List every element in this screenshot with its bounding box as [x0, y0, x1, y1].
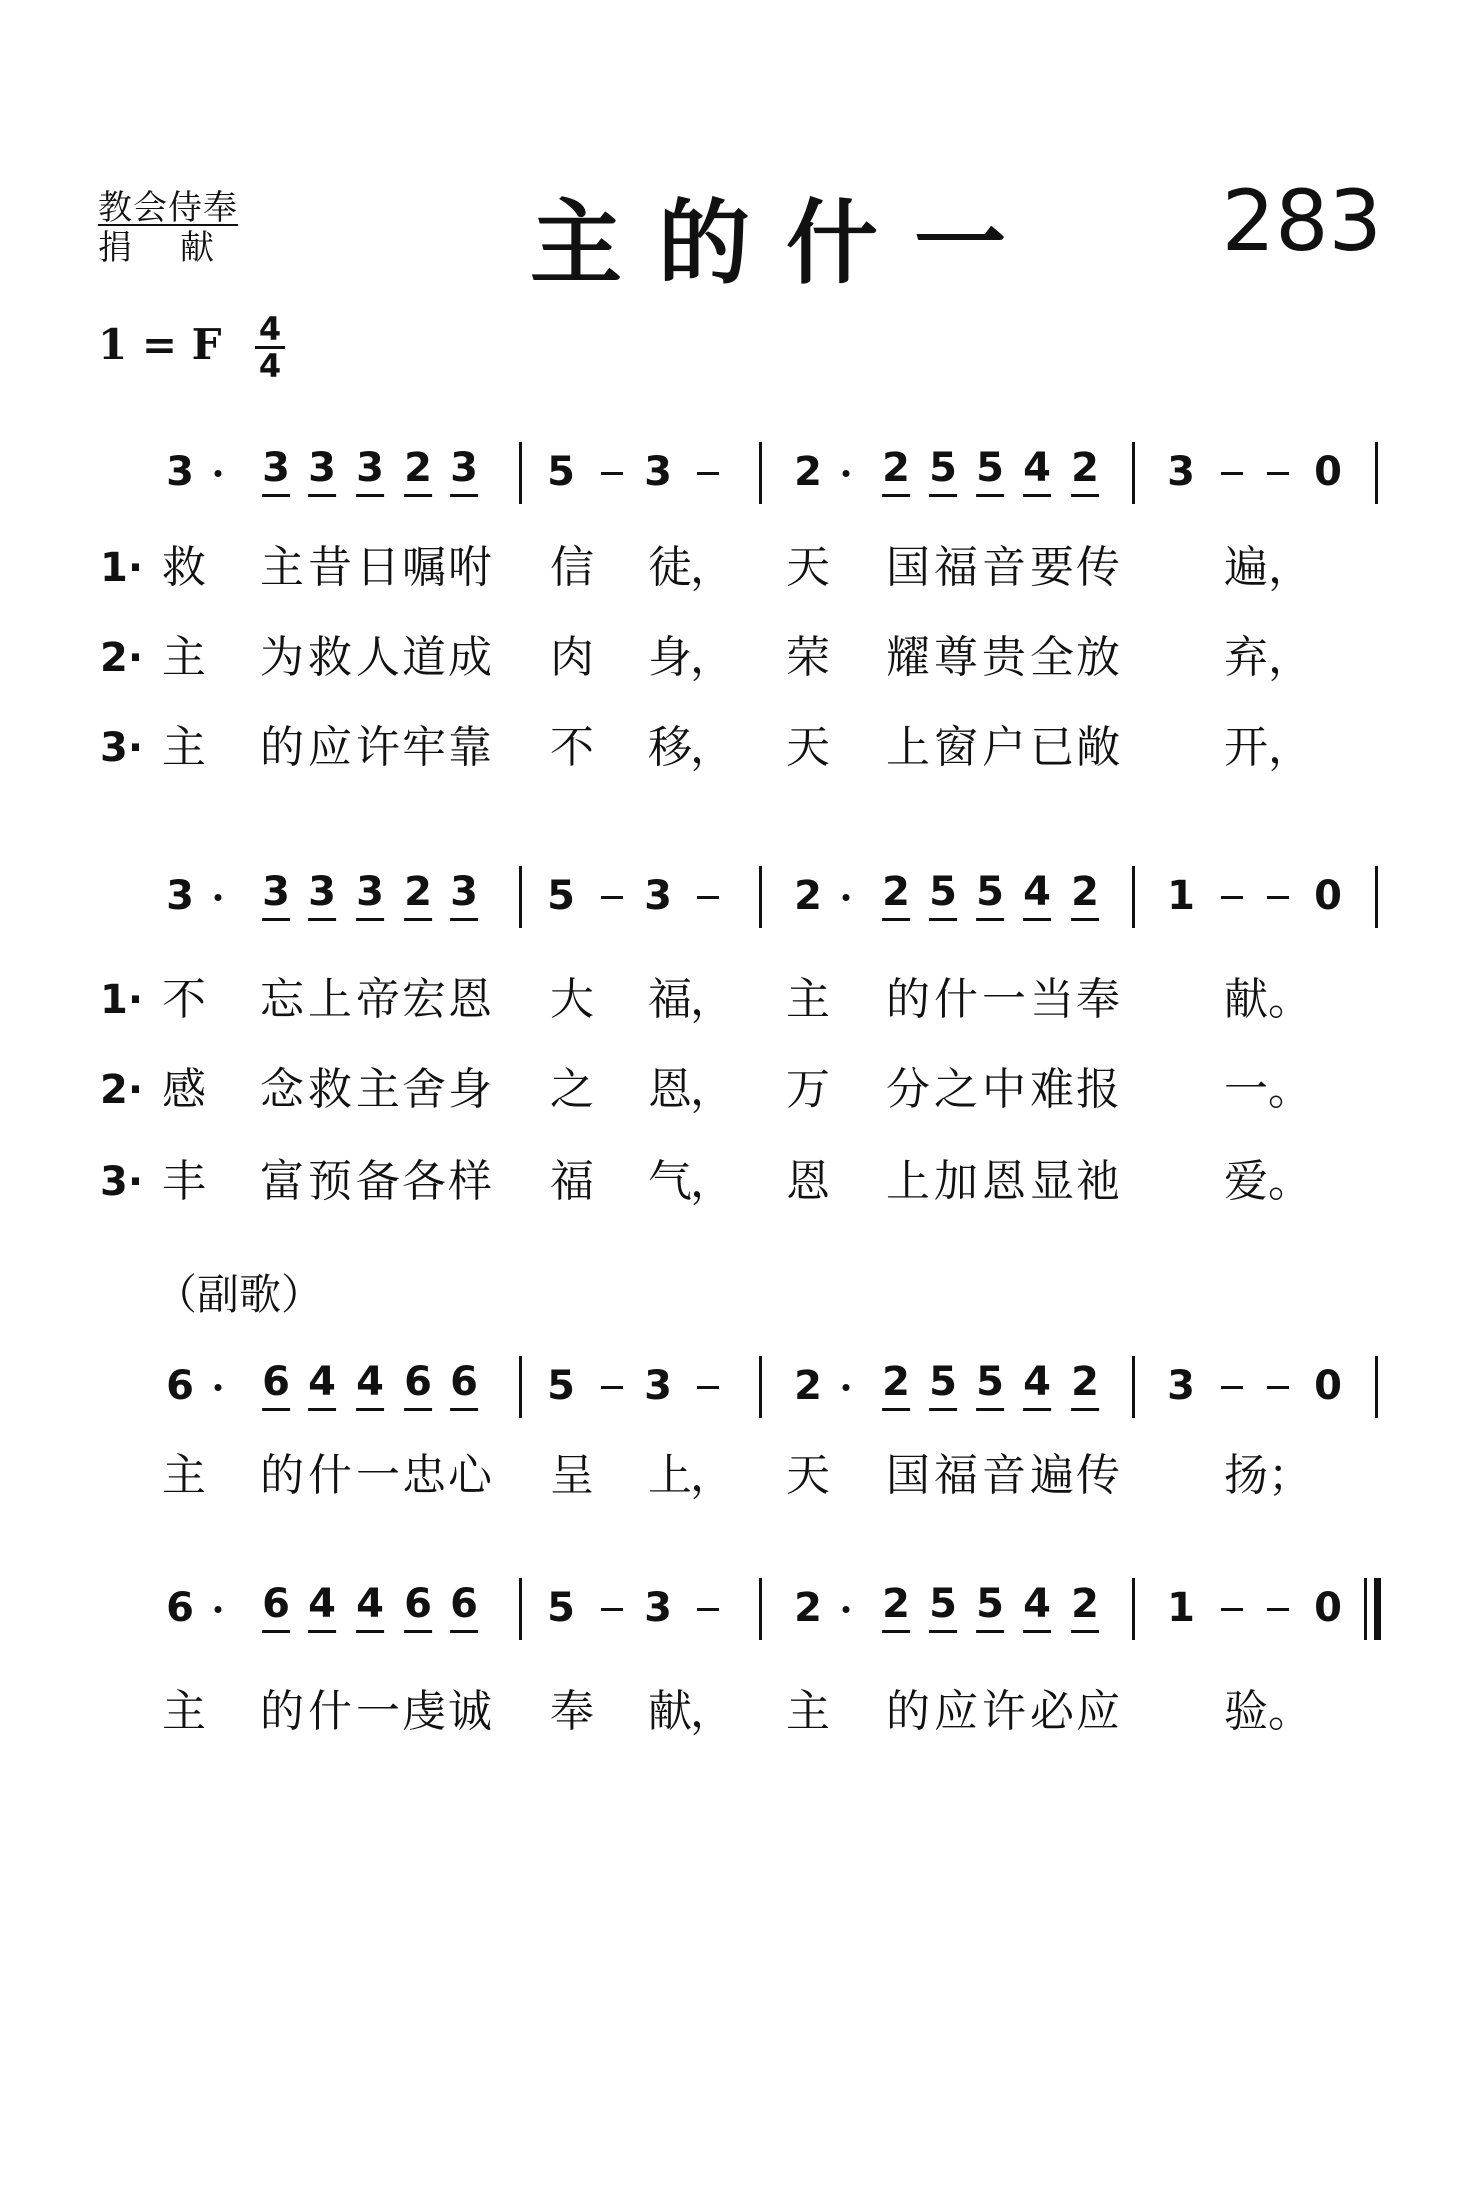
note: 3	[644, 1585, 672, 1631]
augmentation-dot	[215, 470, 222, 477]
lyric-char: 主	[260, 542, 304, 593]
lyric-char: 主	[162, 1450, 206, 1501]
note: 2	[882, 1578, 910, 1633]
key-signature: 1 = F	[98, 320, 222, 369]
note: 2	[882, 442, 910, 497]
lyric-char: 主	[162, 722, 206, 773]
lyric-char: 福	[550, 1156, 594, 1207]
note: 3	[644, 449, 672, 495]
lyric-char: 日	[356, 542, 400, 593]
lyric-char: 咐	[448, 542, 492, 593]
note: 4	[1023, 866, 1051, 921]
lyric-char: 验	[1224, 1686, 1268, 1737]
lyric-char: 天	[786, 1450, 830, 1501]
lyric-char: 主	[162, 1686, 206, 1737]
sustain-dash	[601, 1386, 623, 1389]
lyrics-line-1	[0, 538, 1476, 598]
sustain-dash	[1221, 1608, 1243, 1611]
lyric-char: ，	[690, 722, 734, 773]
barline	[1132, 1578, 1135, 1640]
note: 6	[450, 1356, 478, 1411]
note: 3	[308, 442, 336, 497]
lyrics-line-8	[0, 1682, 1476, 1742]
lyric-char: 天	[786, 542, 830, 593]
note: 5	[976, 1578, 1004, 1633]
lyric-char: 分	[886, 1064, 930, 1115]
lyric-char: 徒	[648, 542, 692, 593]
lyrics-line-3	[0, 718, 1476, 778]
lyric-char: 一	[356, 1686, 400, 1737]
lyric-char: ，	[690, 542, 734, 593]
note: 3	[450, 442, 478, 497]
lyric-char: 一	[356, 1450, 400, 1501]
lyric-char: 虔	[402, 1686, 446, 1737]
barline	[1132, 442, 1135, 504]
note: 2	[794, 873, 822, 919]
lyric-char: 传	[1076, 542, 1120, 593]
lyric-char: 上	[308, 974, 352, 1025]
note: 2	[1071, 442, 1099, 497]
lyric-char: 弃	[1224, 632, 1268, 683]
lyric-char: 贵	[982, 632, 1026, 683]
lyrics-line-7	[0, 1446, 1476, 1506]
note: 4	[356, 1578, 384, 1633]
lyric-char: 富	[260, 1156, 304, 1207]
lyrics-line-5	[0, 1060, 1476, 1120]
note: 3	[166, 873, 194, 919]
lyric-char: 福	[934, 1450, 978, 1501]
verse-number: 2·	[100, 1067, 144, 1113]
lyric-char: 献	[648, 1686, 692, 1737]
lyric-char: 道	[402, 632, 446, 683]
lyric-char: 之	[934, 1064, 978, 1115]
lyric-char: 放	[1076, 632, 1120, 683]
note: 3	[166, 449, 194, 495]
hymn-category	[98, 188, 262, 268]
barline	[519, 1578, 522, 1640]
note: 5	[929, 1578, 957, 1633]
lyric-char: 。	[1268, 974, 1312, 1025]
lyric-char: 救	[308, 632, 352, 683]
note: 1	[1167, 873, 1195, 919]
lyric-char: 要	[1030, 542, 1074, 593]
lyric-char: 传	[1076, 1450, 1120, 1501]
lyric-char: 爱	[1224, 1156, 1268, 1207]
sustain-dash	[1221, 896, 1243, 899]
lyric-char: 奉	[550, 1686, 594, 1737]
lyric-char: 什	[308, 1686, 352, 1737]
note: 6	[450, 1578, 478, 1633]
sustain-dash	[1267, 896, 1289, 899]
note: 5	[976, 866, 1004, 921]
lyric-char: 应	[308, 722, 352, 773]
sustain-dash	[697, 896, 719, 899]
note: 3	[644, 873, 672, 919]
lyric-char: 音	[982, 542, 1026, 593]
lyric-char: 扬	[1224, 1450, 1268, 1501]
verse-number: 2·	[100, 635, 144, 681]
staff-line-2	[0, 866, 1476, 936]
note: 5	[547, 449, 575, 495]
note: 2	[882, 1356, 910, 1411]
lyric-char: 遍	[1030, 1450, 1074, 1501]
lyric-char: 遍	[1224, 542, 1268, 593]
lyric-char: 诚	[448, 1686, 492, 1737]
lyric-char: 气	[648, 1156, 692, 1207]
note: 2	[794, 1363, 822, 1409]
final-barline	[1374, 1578, 1381, 1640]
lyric-char: ，	[690, 1450, 734, 1501]
lyric-char: 成	[448, 632, 492, 683]
lyric-char: 国	[886, 542, 930, 593]
note: 6	[262, 1356, 290, 1411]
note: 2	[1071, 1578, 1099, 1633]
lyric-char: 天	[786, 722, 830, 773]
lyric-char: 户	[982, 722, 1026, 773]
sustain-dash	[1267, 1386, 1289, 1389]
lyric-char: 心	[448, 1450, 492, 1501]
lyric-char: 当	[1030, 974, 1074, 1025]
time-signature-top: 4	[255, 312, 285, 349]
lyrics-line-2	[0, 628, 1476, 688]
augmentation-dot	[843, 1606, 850, 1613]
lyric-char: 什	[934, 974, 978, 1025]
time-signature	[255, 312, 285, 383]
lyric-char: 肉	[550, 632, 594, 683]
lyric-char: 牢	[402, 722, 446, 773]
note: 5	[929, 1356, 957, 1411]
lyric-char: 尊	[934, 632, 978, 683]
note: 5	[929, 442, 957, 497]
sustain-dash	[1221, 1386, 1243, 1389]
lyric-char: 上	[886, 1156, 930, 1207]
barline	[519, 1356, 522, 1418]
lyric-char: ，	[690, 1686, 734, 1737]
lyric-char: 一	[1224, 1064, 1268, 1115]
note: 2	[794, 449, 822, 495]
hymn-title: 主的什一	[530, 190, 1043, 297]
lyric-char: 移	[648, 722, 692, 773]
lyric-char: 各	[402, 1156, 446, 1207]
sustain-dash	[601, 472, 623, 475]
sustain-dash	[697, 1386, 719, 1389]
lyric-char: 的	[886, 1686, 930, 1737]
lyric-char: 福	[648, 974, 692, 1025]
lyric-char: 恩	[982, 1156, 1026, 1207]
verse-number: 3·	[100, 1159, 144, 1205]
lyric-char: ，	[690, 974, 734, 1025]
lyric-char: 全	[1030, 632, 1074, 683]
note: 2	[882, 866, 910, 921]
lyric-char: 应	[1076, 1686, 1120, 1737]
final-barline-thin	[1364, 1578, 1367, 1640]
lyric-char: 什	[308, 1450, 352, 1501]
augmentation-dot	[215, 894, 222, 901]
lyric-char: 的	[260, 1450, 304, 1501]
lyric-char: 必	[1030, 1686, 1074, 1737]
note: 5	[976, 442, 1004, 497]
category-line-1: 教会侍奉	[98, 188, 238, 228]
sustain-dash	[697, 1608, 719, 1611]
lyric-char: 主	[162, 632, 206, 683]
lyric-char: 显	[1030, 1156, 1074, 1207]
note: 3	[308, 866, 336, 921]
note: 6	[404, 1356, 432, 1411]
lyric-char: 备	[356, 1156, 400, 1207]
barline	[759, 442, 762, 504]
lyric-char: 主	[786, 974, 830, 1025]
staff-line-1	[0, 442, 1476, 512]
lyrics-line-4	[0, 970, 1476, 1030]
augmentation-dot	[215, 1384, 222, 1391]
note: 4	[308, 1356, 336, 1411]
lyric-char: 救	[308, 1064, 352, 1115]
note: 3	[1167, 449, 1195, 495]
category-line-2: 捐献	[98, 228, 262, 268]
lyric-char: 昔	[308, 542, 352, 593]
lyric-char: 宏	[402, 974, 446, 1025]
note: 0	[1314, 873, 1342, 919]
barline	[1132, 1356, 1135, 1418]
note: 0	[1314, 1363, 1342, 1409]
lyric-char: 样	[448, 1156, 492, 1207]
note: 3	[356, 442, 384, 497]
note: 6	[404, 1578, 432, 1633]
note: 5	[547, 873, 575, 919]
lyric-char: 靠	[448, 722, 492, 773]
lyric-char: 为	[260, 632, 304, 683]
lyric-char: 万	[786, 1064, 830, 1115]
lyric-char: 窗	[934, 722, 978, 773]
lyric-char: 身	[648, 632, 692, 683]
note: 2	[404, 866, 432, 921]
lyric-char: 加	[934, 1156, 978, 1207]
note: 4	[1023, 1356, 1051, 1411]
barline	[759, 866, 762, 928]
lyric-char: 忠	[402, 1450, 446, 1501]
lyric-char: 上	[886, 722, 930, 773]
note: 3	[1167, 1363, 1195, 1409]
time-signature-bottom: 4	[258, 347, 282, 385]
lyric-char: 预	[308, 1156, 352, 1207]
lyric-char: 祂	[1076, 1156, 1120, 1207]
note: 2	[1071, 1356, 1099, 1411]
sustain-dash	[601, 1608, 623, 1611]
lyric-char: 。	[1268, 1156, 1312, 1207]
note: 6	[166, 1363, 194, 1409]
lyric-char: 信	[550, 542, 594, 593]
lyric-char: 的	[886, 974, 930, 1025]
lyric-char: 上	[648, 1450, 692, 1501]
augmentation-dot	[843, 470, 850, 477]
augmentation-dot	[843, 1384, 850, 1391]
note: 2	[1071, 866, 1099, 921]
barline	[759, 1356, 762, 1418]
note: 4	[1023, 442, 1051, 497]
lyric-char: ，	[1268, 632, 1312, 683]
note: 6	[262, 1578, 290, 1633]
lyric-char: 奉	[1076, 974, 1120, 1025]
note: 6	[166, 1585, 194, 1631]
note: 5	[929, 866, 957, 921]
lyric-char: 救	[162, 542, 206, 593]
note: 5	[547, 1363, 575, 1409]
lyric-char: 嘱	[402, 542, 446, 593]
augmentation-dot	[215, 1606, 222, 1613]
verse-number: 1·	[100, 977, 144, 1023]
lyric-char: 敞	[1076, 722, 1120, 773]
sustain-dash	[1267, 1608, 1289, 1611]
verse-number: 3·	[100, 725, 144, 771]
lyric-char: ，	[690, 1156, 734, 1207]
barline	[1375, 866, 1378, 928]
lyric-char: 身	[448, 1064, 492, 1115]
lyrics-line-6	[0, 1152, 1476, 1212]
lyric-char: 报	[1076, 1064, 1120, 1115]
lyric-char: 福	[934, 542, 978, 593]
lyric-char: ，	[1268, 542, 1312, 593]
lyric-char: 一	[982, 974, 1026, 1025]
lyric-char: 念	[260, 1064, 304, 1115]
augmentation-dot	[843, 894, 850, 901]
barline	[519, 442, 522, 504]
note: 4	[1023, 1578, 1051, 1633]
note: 4	[308, 1578, 336, 1633]
lyric-char: 开	[1224, 722, 1268, 773]
lyric-char: 之	[550, 1064, 594, 1115]
note: 3	[262, 442, 290, 497]
chorus-label: （副歌）	[155, 1270, 324, 1319]
note: 3	[356, 866, 384, 921]
lyric-char: 许	[982, 1686, 1026, 1737]
lyric-char: 人	[356, 632, 400, 683]
lyric-char: 不	[550, 722, 594, 773]
lyric-char: 感	[162, 1064, 206, 1115]
staff-line-4	[0, 1578, 1476, 1648]
lyric-char: ，	[1268, 722, 1312, 773]
note: 5	[976, 1356, 1004, 1411]
lyric-char: 帝	[356, 974, 400, 1025]
note: 3	[262, 866, 290, 921]
lyric-char: 音	[982, 1450, 1026, 1501]
lyric-char: 主	[356, 1064, 400, 1115]
lyric-char: 丰	[162, 1156, 206, 1207]
note: 0	[1314, 1585, 1342, 1631]
note: 3	[450, 866, 478, 921]
staff-line-3	[0, 1356, 1476, 1426]
sustain-dash	[1267, 472, 1289, 475]
verse-number: 1·	[100, 545, 144, 591]
note: 2	[404, 442, 432, 497]
lyric-char: ，	[690, 632, 734, 683]
lyric-char: 大	[550, 974, 594, 1025]
sustain-dash	[697, 472, 719, 475]
note: 0	[1314, 449, 1342, 495]
lyric-char: 的	[260, 1686, 304, 1737]
barline	[519, 866, 522, 928]
lyric-char: 许	[356, 722, 400, 773]
barline	[1375, 442, 1378, 504]
lyric-char: 恩	[448, 974, 492, 1025]
sustain-dash	[601, 896, 623, 899]
hymn-number: 283	[1221, 172, 1382, 270]
note: 2	[794, 1585, 822, 1631]
lyric-char: ，	[690, 1064, 734, 1115]
lyric-char: ；	[1268, 1450, 1312, 1501]
note: 5	[547, 1585, 575, 1631]
lyric-char: 恩	[648, 1064, 692, 1115]
note: 3	[644, 1363, 672, 1409]
lyric-char: 主	[786, 1686, 830, 1737]
lyric-char: 忘	[260, 974, 304, 1025]
lyric-char: 。	[1268, 1686, 1312, 1737]
lyric-char: 已	[1030, 722, 1074, 773]
note: 1	[1167, 1585, 1195, 1631]
barline	[759, 1578, 762, 1640]
lyric-char: 呈	[550, 1450, 594, 1501]
lyric-char: 恩	[786, 1156, 830, 1207]
lyric-char: 中	[982, 1064, 1026, 1115]
lyric-char: 。	[1268, 1064, 1312, 1115]
barline	[1132, 866, 1135, 928]
lyric-char: 荣	[786, 632, 830, 683]
lyric-char: 的	[260, 722, 304, 773]
lyric-char: 献	[1224, 974, 1268, 1025]
note: 4	[356, 1356, 384, 1411]
sustain-dash	[1221, 472, 1243, 475]
lyric-char: 耀	[886, 632, 930, 683]
lyric-char: 难	[1030, 1064, 1074, 1115]
lyric-char: 舍	[402, 1064, 446, 1115]
lyric-char: 不	[162, 974, 206, 1025]
lyric-char: 应	[934, 1686, 978, 1737]
lyric-char: 国	[886, 1450, 930, 1501]
barline	[1375, 1356, 1378, 1418]
